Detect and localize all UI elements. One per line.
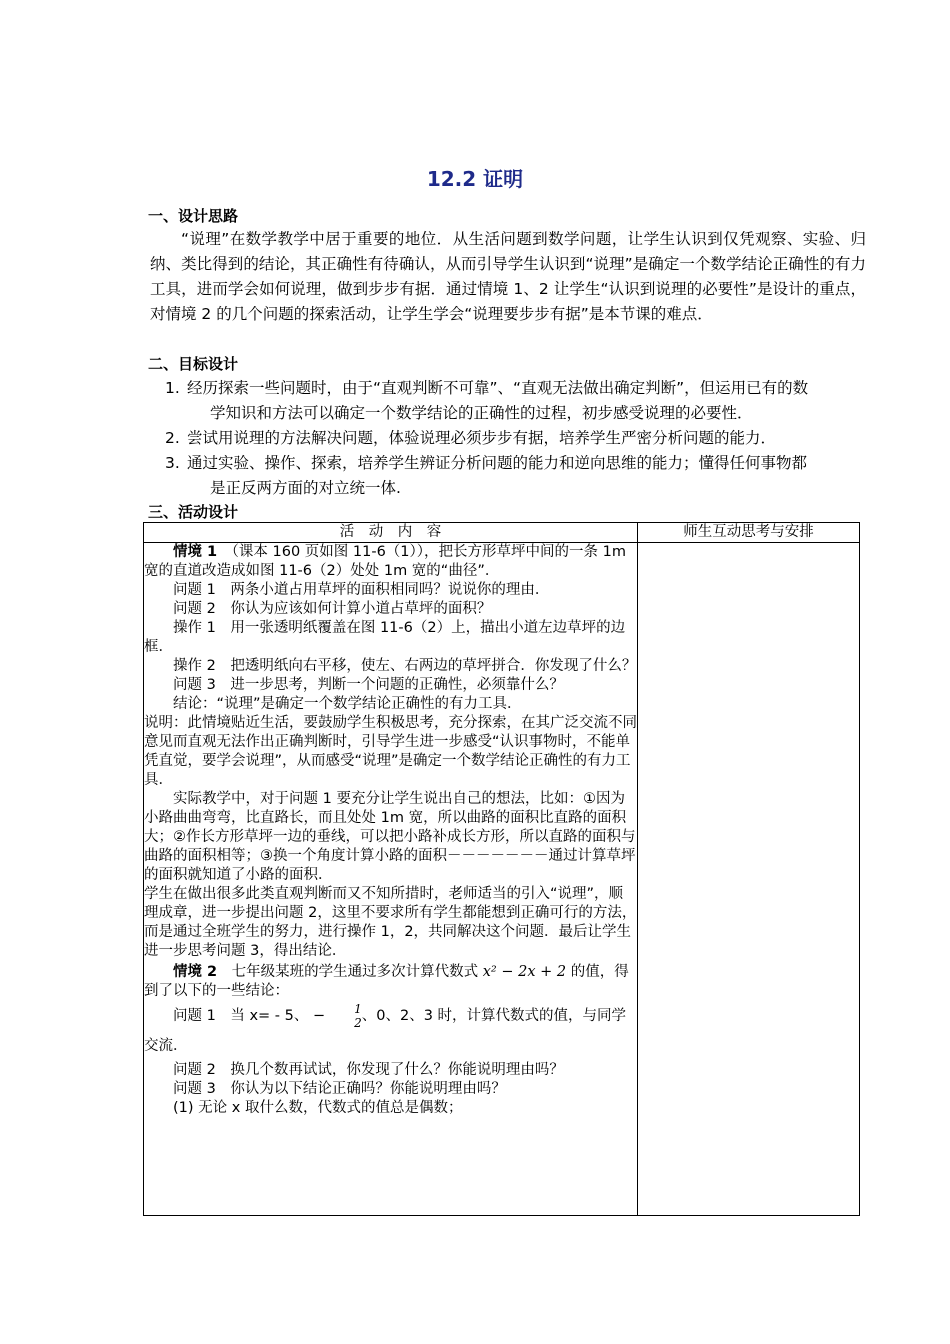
scene-2-expression: x² − 2x + 2: [482, 964, 567, 980]
goal-item-2: [165, 426, 865, 451]
s2-question-1-text-a: 问题 1 当 x= - 5、 −: [173, 1008, 326, 1024]
column-header-interaction: 师生互动思考与安排: [638, 523, 860, 543]
scene-1: [144, 543, 637, 581]
design-idea-paragraph: “说理”在数学教学中居于重要的地位．从生活问题到数学问题，让学生认识到仅凭观察、实验、归纳、类比得到的结论，其正确性有待确认，从而引导学生认识到“说理”是确定一个数学结论正确性的有力工具，进而学会如何说理，做到步步有据．通过情境 1、2 让学生“认识到说理的必要性”是设计的重点，对情境 2 的几个问题的探索活动，让学生学会“说理要步步有据”是本节课的难点．: [150, 230, 866, 323]
question-3: 问题 3 进一步思考，判断一个问题的正确性，必须靠什么？: [173, 677, 564, 693]
scene-2-question-2: 问题 2 换几个数再试试，你发现了什么？你能说明理由吗？: [173, 1062, 564, 1078]
s2-question-1-text-b: 、0、2、3 时，计算代数式的值，与同学交流．: [144, 1008, 627, 1054]
interaction-notes-cell: [638, 543, 860, 1216]
note-3: 学生在做出很多此类直观判断而又不知所措时，老师适当的引入“说理”，顺理成章，进一步提出问题 2，这里不要求所有学生都能想到正确可行的方法，而是通过全班学生的努力，进行操作 1，2，共同解决这个问题．最后让学生进一步思考问题 3，得出结论．: [144, 886, 637, 959]
activity-content-cell: [144, 543, 638, 1216]
scene-2-conclusion-1: (1) 无论 x 取什么数，代数式的值总是偶数；: [173, 1100, 463, 1116]
fraction-denominator: 2: [354, 1016, 362, 1030]
scene-1-label: 情境 1: [173, 544, 218, 560]
goal-item-number: 3.: [165, 454, 180, 472]
fraction-one-half: [325, 1002, 362, 1030]
goal-item-3: [165, 451, 865, 501]
section-heading-design-idea: 一、设计思路: [148, 207, 239, 225]
scene-1-text: （课本 160 页如图 11-6（1）），把长方形草坪中间的一条 1m 宽的直道改造成如图 11-6（2）处处 1m 宽的“曲径”．: [144, 544, 626, 579]
scene-2-text-b: 的值，得到了以下的一些结论：: [144, 964, 629, 999]
scene-2-question-3: 问题 3 你认为以下结论正确吗？你能说明理由吗？: [173, 1081, 506, 1097]
goal-item-number: 2.: [165, 429, 180, 447]
goal-item-1: [165, 376, 865, 426]
column-header-activity: 活 动 内 容: [144, 523, 638, 543]
goal-item-text: 通过实验、操作、探索，培养学生辨证分析问题的能力和逆向思维的能力；懂得任何事物都: [187, 454, 808, 472]
goal-item-text-continued: 学知识和方法可以确定一个数学结论的正确性的过程，初步感受说理的必要性．: [210, 404, 753, 422]
scene-2: [144, 963, 637, 1001]
section-heading-goal-design: 二、目标设计: [148, 355, 239, 373]
goal-item-text: 尝试用说理的方法解决问题，体验说理必须步步有据，培养学生严密分析问题的能力．: [187, 429, 777, 447]
note-2: 实际教学中，对于问题 1 要充分让学生说出自己的想法，比如：①因为小路曲曲弯弯，比直路长，而且处处 1m 宽，所以曲路的面积比直路的面积大；②作长方形草坪一边的垂线，可以把小路补成长方形，所以直路的面积与曲路的面积相等；③换一个角度计算小路的面积－－－－－－－通过计算草坪的面积就知道了小路的面积．: [144, 791, 636, 883]
goal-item-text-continued: 是正反两方面的对立统一体.: [210, 479, 401, 497]
goal-item-text: 经历探索一些问题时，由于“直观判断不可靠”、“直观无法做出确定判断”，但运用已有的数: [187, 379, 809, 397]
activity-table: [143, 522, 860, 1216]
operation-2: 操作 2 把透明纸向右平移，使左、右两边的草坪拼合．你发现了什么？: [173, 658, 637, 674]
page-title: 12.2 证明: [426, 167, 524, 191]
conclusion: 结论：“说理”是确定一个数学结论正确性的有力工具．: [173, 696, 522, 712]
scene-2-label: 情境 2: [173, 964, 218, 980]
section-heading-activity-design: 三、活动设计: [148, 503, 239, 521]
scene-2-question-1: [144, 1001, 637, 1061]
note-1: 说明：此情境贴近生活，要鼓励学生积极思考，充分探索，在其广泛交流不同意见而直观无法作出正确判断时，引导学生进一步感受“认识事物时，不能单凭直觉，要学会说理”，从而感受“说理”是确定一个数学结论正确性的有力工具．: [144, 715, 637, 788]
operation-1: 操作 1 用一张透明纸覆盖在图 11-6（2）上，描出小道左边草坪的边框．: [144, 620, 626, 655]
scene-2-text-a: 七年级某班的学生通过多次计算代数式: [231, 964, 479, 980]
fraction-numerator: 1: [354, 1002, 362, 1016]
question-1: 问题 1 两条小道占用草坪的面积相同吗？说说你的理由．: [173, 582, 550, 598]
goal-item-number: 1.: [165, 379, 180, 397]
question-2: 问题 2 你认为应该如何计算小道占草坪的面积？: [173, 601, 492, 617]
